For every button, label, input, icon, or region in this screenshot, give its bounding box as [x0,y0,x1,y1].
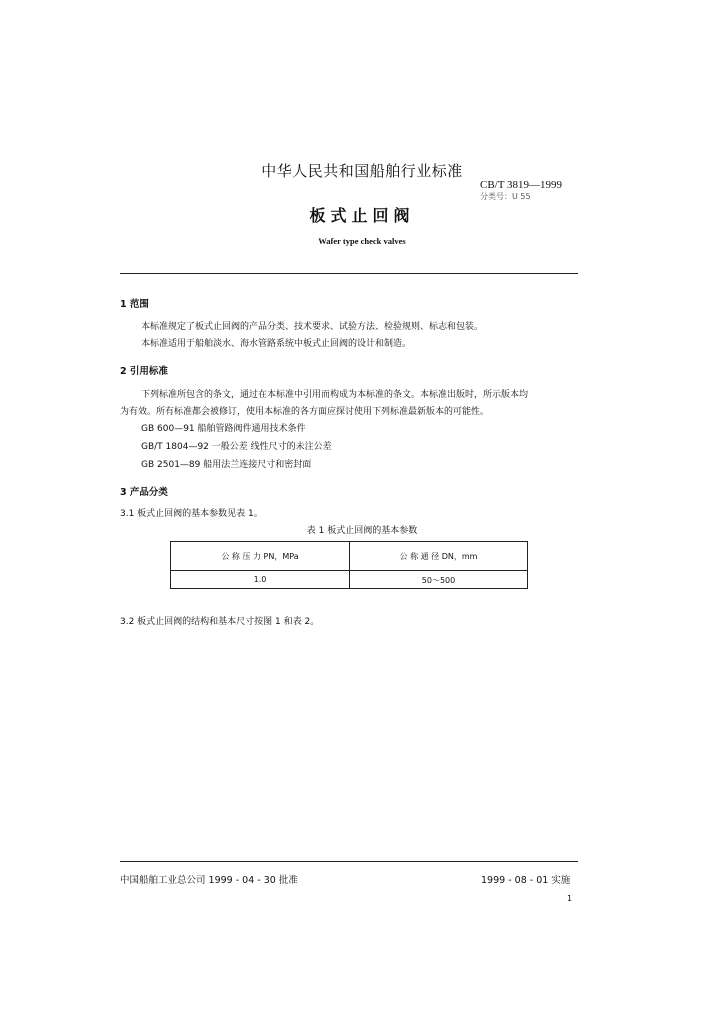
document-title: 板式止回阀 [309,206,415,225]
standard-number: CB/T 3819—1999 [480,179,563,191]
implementation-date: 1999 - 08 - 01 实施 [481,875,571,886]
footer-divider [120,861,578,862]
organization-title: 中华人民共和国船舶行业标准 [261,162,463,180]
page-number: 1 [567,894,573,903]
table-1 [170,541,528,589]
reference-gbt-1804: GB/T 1804—92 一般公差 线性尺寸的未注公差 [141,442,332,452]
header-divider [120,273,578,274]
table-cell-diameter-value: 50～500 [421,576,456,585]
subsection-3-2: 3.2 板式止回阀的结构和基本尺寸按图 1 和表 2。 [120,617,320,627]
section-2-paragraph-line-2: 为有效。所有标准都会被修订，使用本标准的各方面应探讨使用下列标准最新版本的可能性。 [120,407,490,417]
section-2-heading: 2 引用标准 [120,366,168,377]
section-1-paragraph-2: 本标准适用于船舶淡水、海水管路系统中板式止回阀的设计和制造。 [141,339,412,349]
section-1-heading: 1 范围 [120,299,149,310]
reference-gb-600: GB 600—91 船舶管路阀件通用技术条件 [141,424,306,434]
section-1-paragraph-1: 本标准规定了板式止回阀的产品分类、技术要求、试验方法、检验规则、标志和包装。 [141,322,484,332]
approval-statement: 中国船舶工业总公司 1999 - 04 - 30 批准 [120,875,298,886]
reference-gb-2501: GB 2501—89 船用法兰连接尺寸和密封面 [141,460,312,470]
table-header-nominal-pressure: 公 称 压 力 PN，MPa [221,552,299,561]
table-header-nominal-diameter: 公 称 通 径 DN，mm [399,552,478,561]
classification-number: 分类号：U 55 [480,192,531,201]
table-cell-pressure-value: 1.0 [253,575,267,584]
table-1-caption: 表 1 板式止回阀的基本参数 [306,526,418,536]
section-2-paragraph-line-1: 下列标准所包含的条文，通过在本标准中引用而构成为本标准的条文。本标准出版时，所示版本均 [141,390,529,400]
english-title: Wafer type check valves [318,236,406,246]
section-3-heading: 3 产品分类 [120,487,168,498]
subsection-3-1: 3.1 板式止回阀的基本参数见表 1。 [120,509,263,519]
